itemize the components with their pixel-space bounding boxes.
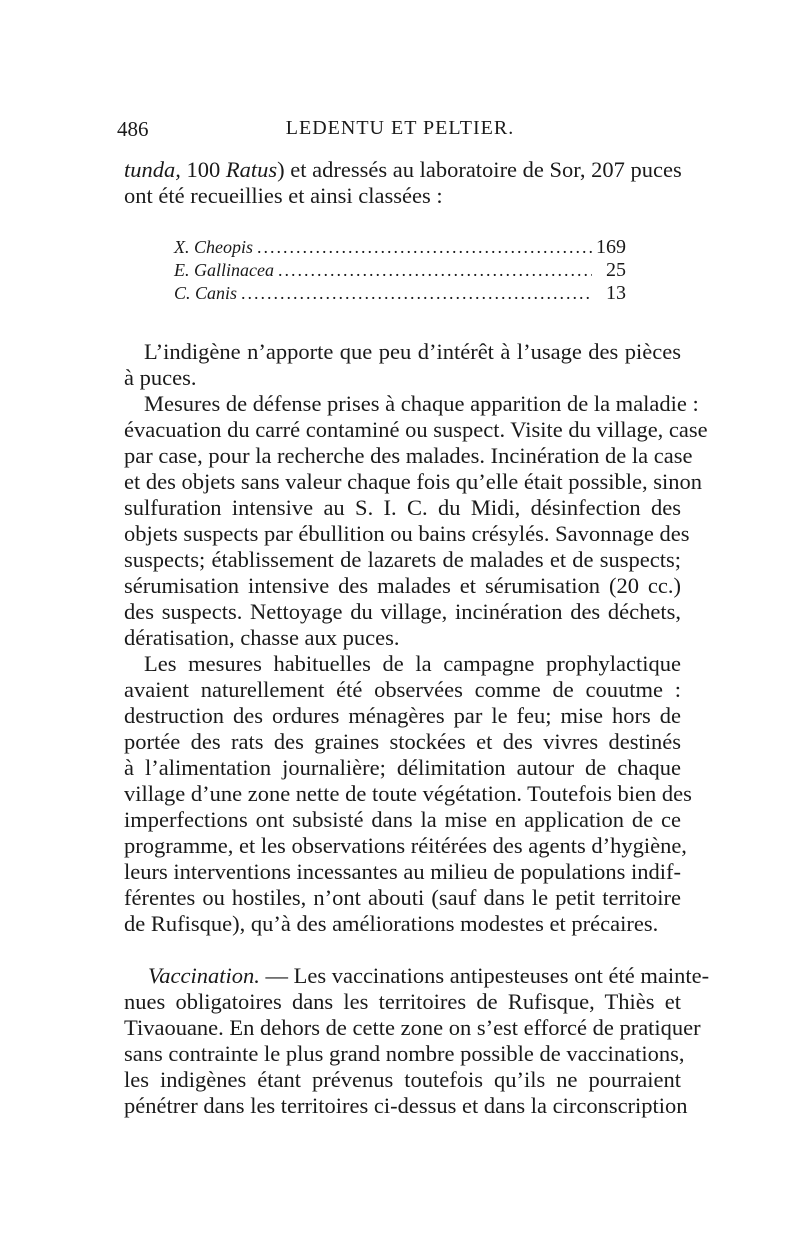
paragraph-line: pénétrer dans les territoires ci-dessus et dans la circonscription (124, 1093, 688, 1118)
paragraph-line: férentes ou hostiles, n’ont abouti (sauf dans le petit territoire (124, 885, 681, 910)
intro-text: ) et adressés au laboratoire de Sor, 207 puces (277, 157, 682, 182)
dot-leader (241, 283, 592, 304)
paragraph-line: à l’alimentation journalière; délimitation autour de chaque (124, 755, 681, 780)
flea-species: X. Cheopis (174, 237, 253, 257)
flea-table-row (174, 236, 626, 259)
flea-species: C. Canis (174, 283, 238, 303)
paragraph-line: objets suspects par ébullition ou bains crésylés. Savonnage des (124, 521, 690, 546)
paragraph-line: suspects; établissement de lazarets de malades et de suspects; (124, 547, 681, 572)
paragraph-line: imperfections ont subsisté dans la mise en application de ce (124, 807, 681, 832)
dot-leader (257, 237, 592, 258)
paragraph-line: portée des rats des graines stockées et des vivres destinés (124, 729, 681, 754)
flea-count: 169 (596, 236, 626, 258)
vaccination-heading: Vaccination. (148, 963, 260, 988)
paragraph-line: village d’une zone nette de toute végétation. Toutefois bien des (124, 781, 692, 806)
paragraph-line: sulfuration intensive au S. I. C. du Midi, désinfection des (124, 495, 681, 520)
flea-count: 13 (606, 282, 626, 304)
vaccination-first-line (148, 963, 710, 989)
paragraph-line: évacuation du carré contaminé ou suspect. Visite du village, case (124, 417, 708, 442)
paragraph-line: sérumisation intensive des malades et sérumisation (20 cc.) (124, 573, 681, 598)
page-number: 486 (117, 117, 149, 141)
paragraph-line: dératisation, chasse aux puces. (124, 625, 400, 650)
paragraph-line: des suspects. Nettoyage du village, incinération des déchets, (124, 599, 681, 624)
paragraph-line: L’indigène n’apporte que peu d’intérêt à l’usage des pièces (144, 339, 681, 364)
paragraph-line: leurs interventions incessantes au milieu de populations indif- (124, 859, 681, 884)
vaccination-text: — Les vaccinations antipesteuses ont été mainte- (259, 963, 710, 988)
paragraph-line: par case, pour la recherche des malades. Incinération de la case (124, 443, 693, 468)
dot-leader (278, 260, 592, 281)
paragraph-line: Mesures de défense prises à chaque apparition de la maladie : (144, 391, 699, 416)
flea-table-row (174, 282, 626, 305)
flea-species: E. Gallinacea (174, 260, 274, 280)
paragraph-line: de Rufisque), qu’à des améliorations modestes et précaires. (124, 911, 659, 936)
intro-ratus: Ratus (225, 157, 278, 182)
paragraph-line: à puces. (124, 365, 197, 390)
flea-table-row (174, 259, 626, 282)
paragraph-line: et des objets sans valeur chaque fois qu’elle était possible, sinon (124, 469, 702, 494)
paragraph-line: sans contrainte le plus grand nombre possible de vaccinations, (124, 1041, 685, 1066)
paragraph-line: les indigènes étant prévenus toutefois qu’ils ne pourraient (124, 1067, 681, 1092)
intro-count: 100 (180, 157, 226, 182)
paragraph-line: Tivaouane. En dehors de cette zone on s’est efforcé de pratiquer (124, 1015, 701, 1040)
intro-line: ont été recueillies et ainsi classées : (124, 183, 443, 208)
paragraph-line: destruction des ordures ménagères par le feu; mise hors de (124, 703, 681, 728)
paragraph-line: nues obligatoires dans les territoires de Rufisque, Thiès et (124, 989, 681, 1014)
paragraph-line: avaient naturellement été observées comme de couutme : (124, 677, 681, 702)
paragraph-line: programme, et les observations réitérées des agents d’hygiène, (124, 833, 687, 858)
running-head: LEDENTU ET PELTIER. (285, 117, 515, 139)
paragraph-line: Les mesures habituelles de la campagne prophylactique (144, 651, 681, 676)
flea-count: 25 (606, 259, 626, 281)
intro-line (124, 157, 681, 183)
intro-lead-word: tunda, (124, 157, 181, 182)
